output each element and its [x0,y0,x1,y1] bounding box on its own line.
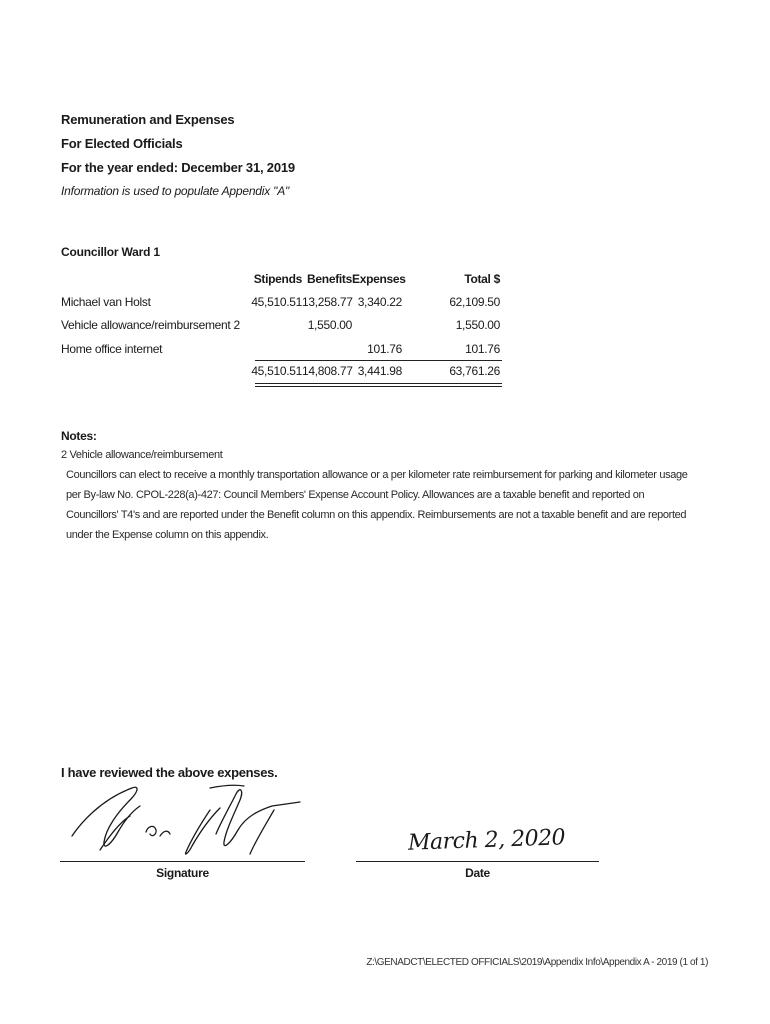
notes-line: Councillors' T4's and are reported under the Benefit column on this appendix. Reimbursements are not a taxable benefit and are reported [66,509,687,521]
section-title: Councillor Ward 1 [61,245,160,259]
column-header-benefits: Benefits [307,272,352,286]
subtotal-rule [255,360,502,361]
cell-total: 101.76 [465,342,500,356]
footer-file-path: Z:\GENADCT\ELECTED OFFICIALS\2019\Appendix Info\Appendix A - 2019 (1 of 1) [366,957,708,968]
review-statement: I have reviewed the above expenses. [61,765,278,780]
column-header-stipends: Stipends [253,272,302,286]
handwritten-signature [60,780,310,860]
row-label-home-office-internet: Home office internet [61,342,163,356]
column-header-expenses: Expenses [352,272,406,286]
total-stipends: 45,510.51 [251,364,302,378]
signature-label: Signature [156,866,209,880]
report-title: Remuneration and Expenses [61,112,235,127]
notes-line: under the Expense column on this appendix. [66,529,269,541]
report-note-appendix: Information is used to populate Appendix "A" [61,184,290,198]
signature-line [60,861,305,862]
report-subtitle-officials: For Elected Officials [61,136,183,151]
notes-item-title: 2 Vehicle allowance/reimbursement [61,449,223,461]
row-label-michael-van-holst: Michael van Holst [61,295,151,309]
notes-line: per By-law No. CPOL-228(a)-427: Council Members' Expense Account Policy. Allowances are a taxable benefit and reported on [66,489,645,501]
cell-total: 62,109.50 [449,295,500,309]
notes-line: Councillors can elect to receive a monthly transportation allowance or a per kilometer rate reimbursement for parking and kilometer usage [66,469,688,481]
notes-title: Notes: [61,429,97,443]
total-expenses: 3,441.98 [357,364,402,378]
date-line [356,861,599,862]
grand-total: 63,761.26 [449,364,500,378]
cell-benefits: 1,550.00 [307,318,352,332]
cell-benefits: 13,258.77 [302,295,353,309]
cell-stipends: 45,510.51 [251,295,302,309]
column-header-total: Total $ [464,272,500,286]
cell-expenses: 101.76 [367,342,402,356]
handwritten-date: March 2, 2020 [407,825,566,856]
date-label: Date [465,866,490,880]
total-double-rule-top [255,383,502,384]
row-label-vehicle-allowance: Vehicle allowance/reimbursement 2 [61,318,240,332]
cell-total: 1,550.00 [455,318,500,332]
total-benefits: 14,808.77 [302,364,353,378]
report-period: For the year ended: December 31, 2019 [61,160,295,175]
total-double-rule-bottom [255,386,502,387]
cell-expenses: 3,340.22 [357,295,402,309]
